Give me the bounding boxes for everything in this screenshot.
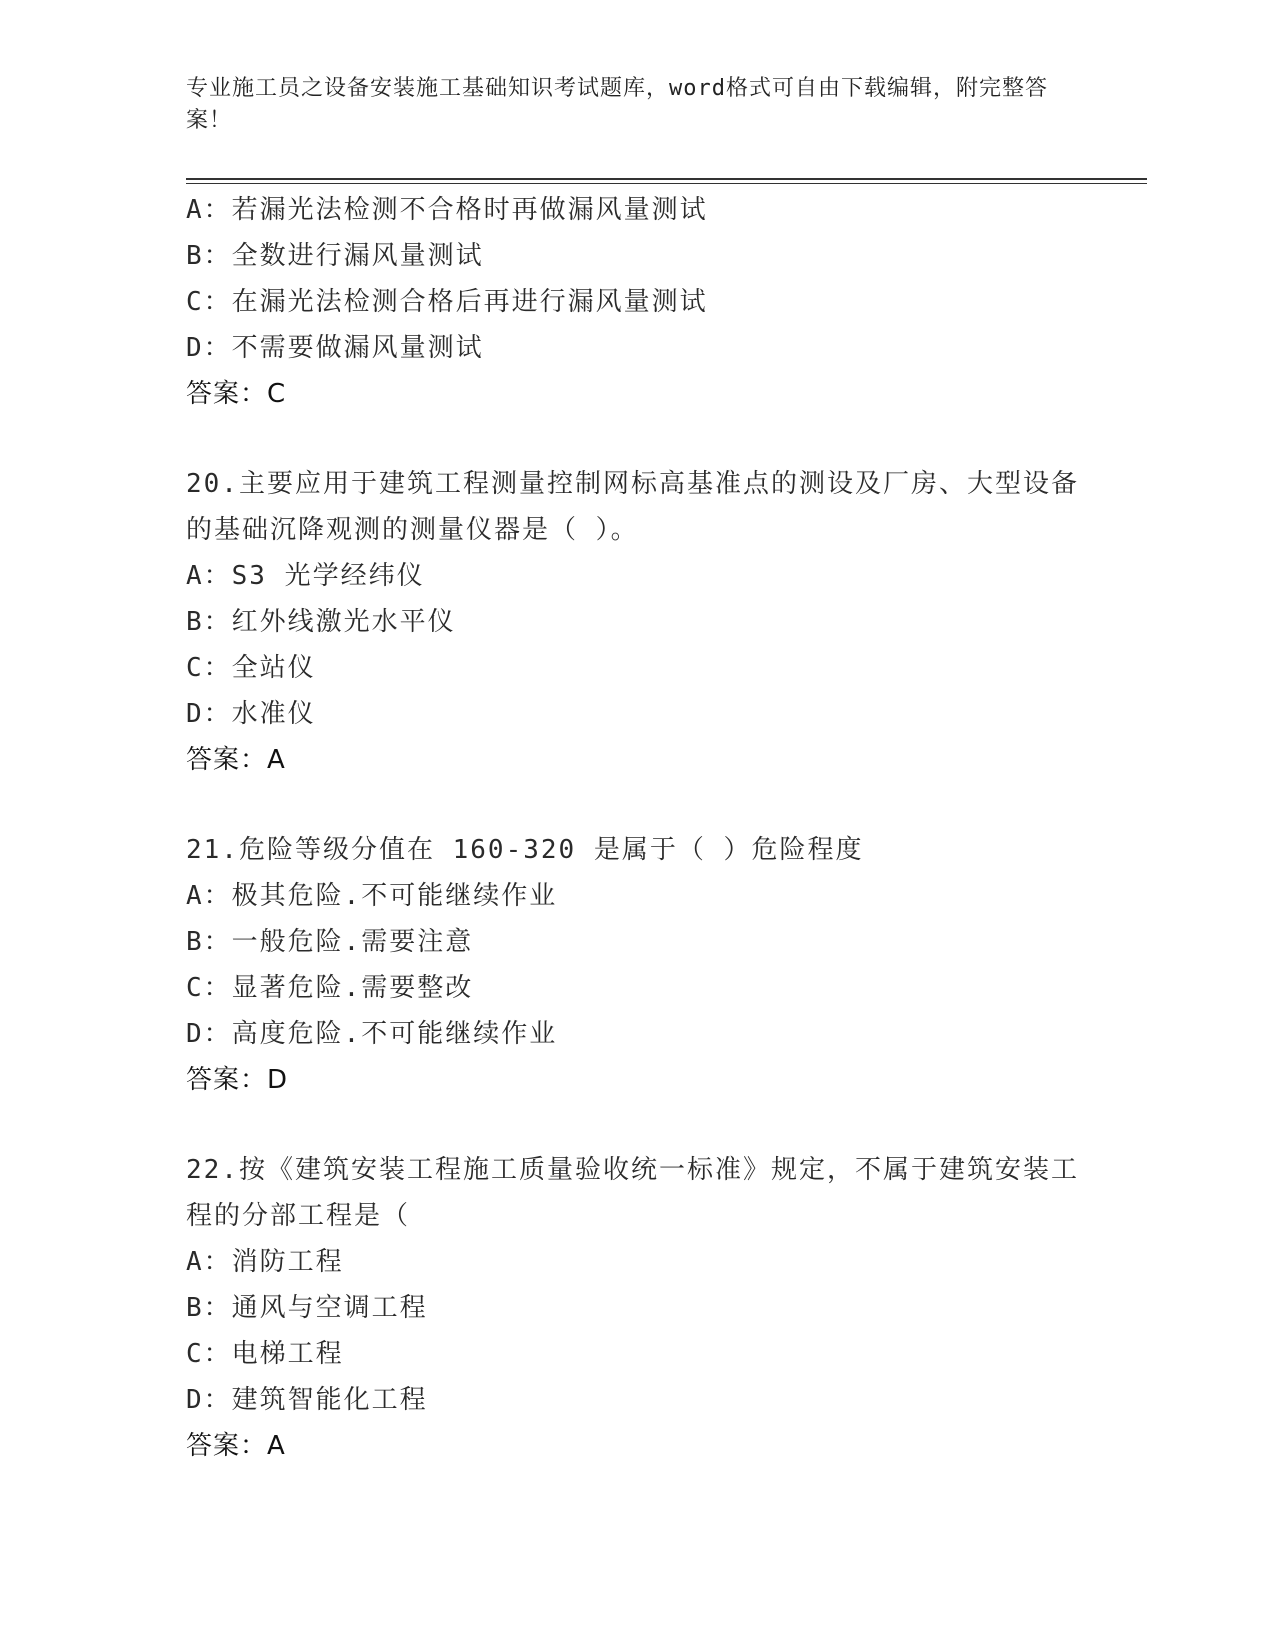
question-21 (186, 827, 1086, 1103)
spacer (186, 783, 1086, 827)
option-d: D：高度危险.不可能继续作业 (186, 1019, 558, 1049)
option-d: D：水准仪 (186, 699, 316, 729)
option-a: A：消防工程 (186, 1247, 344, 1277)
question-22 (186, 1147, 1086, 1469)
document-header: 专业施工员之设备安装施工基础知识考试题库，word格式可自由下载编辑，附完整答案！ (186, 76, 1048, 133)
option-a: A：S3 光学经纬仪 (186, 561, 425, 591)
question-title: 22.按《建筑安装工程施工质量验收统一标准》规定，不属于建筑安装工程的分部工程是（ (186, 1155, 1079, 1231)
answer: 答案：A (186, 745, 286, 775)
answer: 答案：D (186, 1065, 289, 1095)
option-b: B：通风与空调工程 (186, 1293, 428, 1323)
option-c: C：电梯工程 (186, 1339, 344, 1369)
option-d: D：建筑智能化工程 (186, 1385, 428, 1415)
answer: 答案：C (186, 379, 287, 409)
question-19 (186, 187, 1086, 417)
option-c: C：在漏光法检测合格后再进行漏风量测试 (186, 287, 708, 317)
question-20 (186, 461, 1086, 783)
question-title: 20.主要应用于建筑工程测量控制网标高基准点的测设及厂房、大型设备的基础沉降观测的测量仪器是（ ）。 (186, 469, 1079, 545)
option-d: D：不需要做漏风量测试 (186, 333, 484, 363)
spacer (186, 417, 1086, 461)
option-b: B：全数进行漏风量测试 (186, 241, 484, 271)
option-a: A：若漏光法检测不合格时再做漏风量测试 (186, 195, 708, 225)
option-b: B：一般危险.需要注意 (186, 927, 474, 957)
option-c: C：全站仪 (186, 653, 316, 683)
answer: 答案：A (186, 1431, 286, 1461)
option-a: A：极其危险.不可能继续作业 (186, 881, 558, 911)
header-divider-thick (186, 178, 1147, 180)
option-b: B：红外线激光水平仪 (186, 607, 456, 637)
question-title: 21.危险等级分值在 160-320 是属于（ ）危险程度 (186, 835, 864, 865)
option-c: C：显著危险.需要整改 (186, 973, 474, 1003)
spacer (186, 1103, 1086, 1147)
header-divider-thin (186, 183, 1147, 184)
question-list (186, 187, 1086, 1469)
